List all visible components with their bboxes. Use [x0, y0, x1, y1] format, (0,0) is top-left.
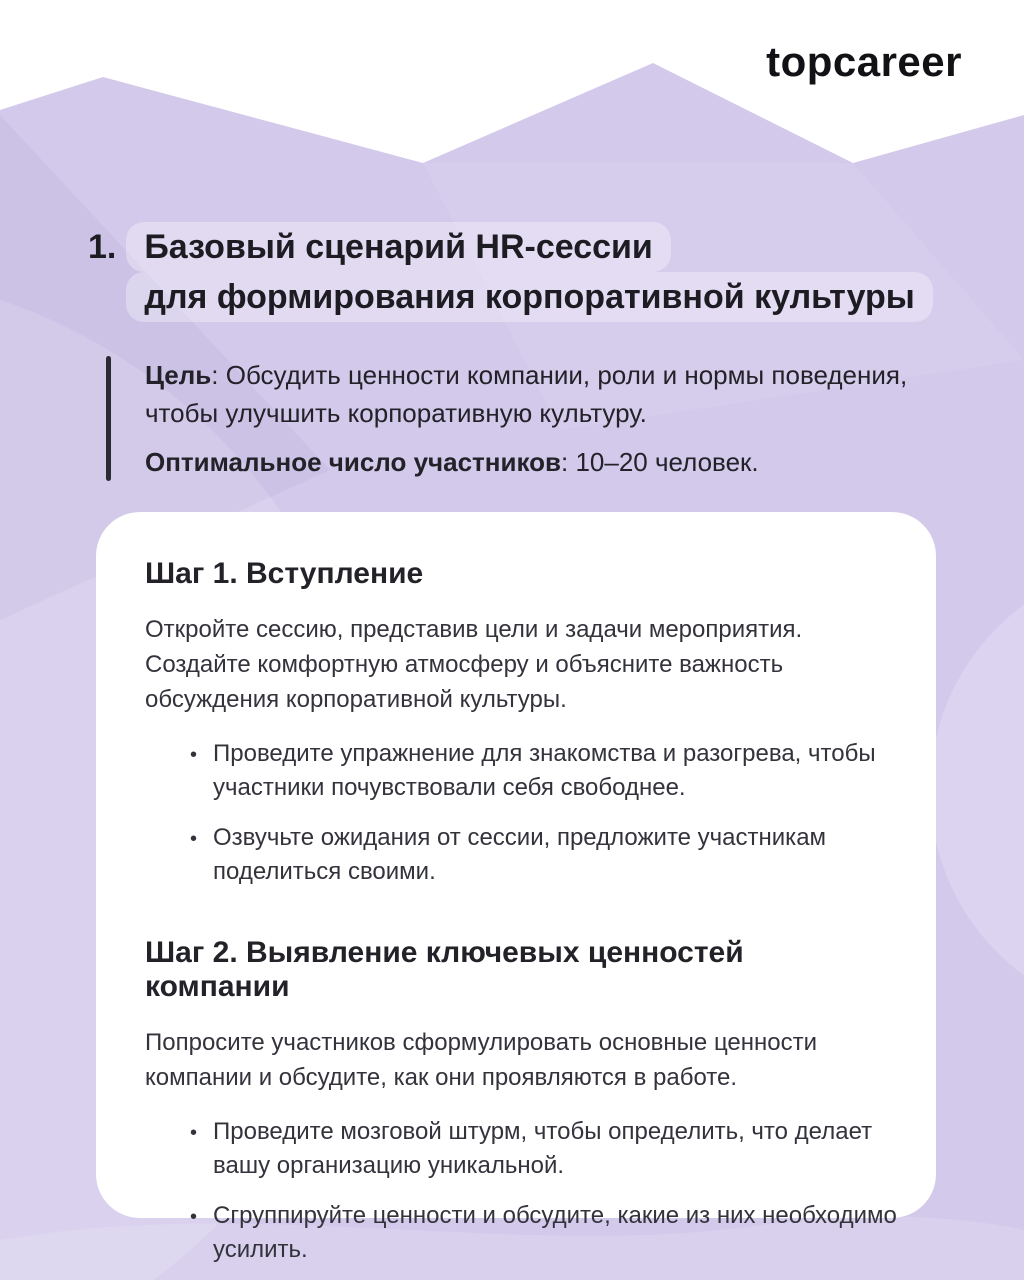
list-item: • Проведите упражнение для знакомства и разогрева, чтобы участники почувствовали себя свободнее. — [190, 737, 903, 805]
list-item: • Озвучьте ожидания от сессии, предложите участникам поделиться своими. — [190, 821, 903, 889]
topcareer-logo: topcareer — [766, 38, 962, 85]
step-2-description: Попросите участников сформулировать основные ценности компании и обсудите, как они проявляются в работе. — [145, 1029, 818, 1091]
list-item: • Проведите мозговой штурм, чтобы определить, что делает вашу организацию уникальной. — [190, 1115, 903, 1183]
step-2-title: Шаг 2. Выявление ключевых ценностей компании — [145, 936, 744, 1003]
participants-value: : 10–20 человек. — [561, 447, 759, 477]
decor-wave-right — [930, 560, 1024, 1020]
step-1-section — [145, 557, 886, 889]
goal-block — [106, 356, 945, 481]
list-item: • Сгруппируйте ценности и обсудите, какие из них необходимо усилить. — [190, 1199, 903, 1267]
participants-label: Оптимальное число участников — [145, 447, 562, 477]
step-1-description: Откройте сессию, представив цели и задачи мероприятия. Создайте комфортную атмосферу и объясните важность обсуждения корпоративной культуры. — [145, 616, 803, 713]
goal-value: : Обсудить ценности компании, роли и нормы поведения, чтобы улучшить корпоративную культуру. — [145, 360, 908, 428]
goal-label: Цель — [145, 360, 212, 390]
steps-card — [96, 512, 936, 1263]
title-number: 1. — [88, 228, 117, 266]
goal-line — [145, 356, 945, 432]
title-lines — [144, 222, 932, 322]
goal-text — [145, 356, 945, 481]
goal-accent-bar — [106, 356, 111, 481]
step-1-bullets — [145, 737, 886, 889]
step-2-bullets — [145, 1115, 897, 1267]
page-title — [88, 222, 933, 322]
step-1-title: Шаг 1. Вступление — [145, 557, 424, 590]
participants-line — [145, 443, 945, 481]
title-line-1: Базовый сценарий HR-сессии — [126, 222, 670, 272]
title-line-2: для формирования корпоративной культуры — [126, 272, 932, 322]
step-2-section — [145, 936, 897, 1267]
